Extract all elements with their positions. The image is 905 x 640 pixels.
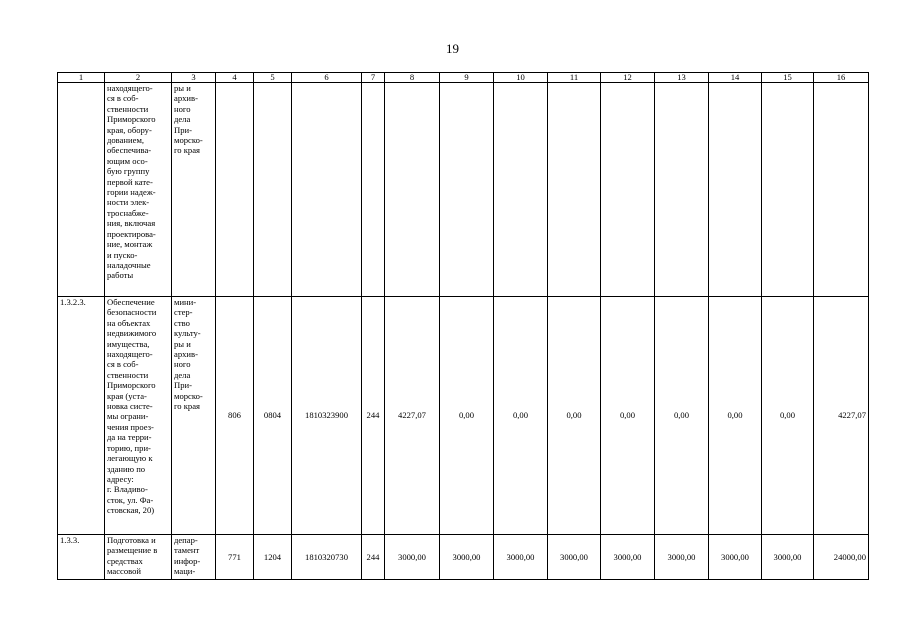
csr-code: 1810323900: [292, 297, 362, 535]
grbs-code: 806: [216, 297, 254, 535]
value-cell: 0,00: [601, 297, 655, 535]
value-cell: 0,00: [494, 297, 548, 535]
header-cell: 3: [172, 73, 216, 83]
item-number: 1.3.3.: [58, 535, 105, 580]
value-cell: 3000,00: [655, 535, 709, 580]
value-cell: 4227,07: [385, 297, 440, 535]
item-number: [58, 83, 105, 297]
header-cell: 8: [385, 73, 440, 83]
vr-code: [362, 83, 385, 297]
item-name: находящего- ся в соб- ственности Приморского края, обору- дованием, обеспечива- ющим осо- бую группу первой кате- гории надеж- ности элек- троснабже- ния, включая проектирова- ние, монтаж и пуско- наладочные работы: [105, 83, 172, 297]
rzpr-code: [254, 83, 292, 297]
value-cell: [494, 83, 548, 297]
value-cell: 3000,00: [601, 535, 655, 580]
value-cell: [709, 83, 762, 297]
value-cell: [385, 83, 440, 297]
table-row: [58, 83, 869, 297]
budget-table: [57, 72, 869, 580]
total-cell: 24000,00: [814, 535, 869, 580]
value-cell: [548, 83, 601, 297]
header-cell: 12: [601, 73, 655, 83]
value-cell: 0,00: [440, 297, 494, 535]
header-cell: 4: [216, 73, 254, 83]
value-cell: 0,00: [548, 297, 601, 535]
header-cell: 1: [58, 73, 105, 83]
executor: депар- тамент инфор- маци-: [172, 535, 216, 580]
header-cell: 2: [105, 73, 172, 83]
rzpr-code: 0804: [254, 297, 292, 535]
grbs-code: [216, 83, 254, 297]
value-cell: [655, 83, 709, 297]
rzpr-code: 1204: [254, 535, 292, 580]
item-name: Подготовка и размещение в средствах массовой: [105, 535, 172, 580]
vr-code: 244: [362, 535, 385, 580]
executor: мини- стер- ство культу- ры и архив- ного дела При- морско- го края: [172, 297, 216, 535]
item-name: Обеспечение безопасности на объектах недвижимого имущества, находящего- ся в соб- ственности Приморского края (уста- новка систе- мы ограни- чения проез- да на терри- торию, при- легающую к зданию по адресу: г. Владиво- сток, ул. Фа- стовская, 20): [105, 297, 172, 535]
csr-code: [292, 83, 362, 297]
item-number: 1.3.2.3.: [58, 297, 105, 535]
header-cell: 16: [814, 73, 869, 83]
header-row: [58, 73, 869, 83]
grbs-code: 771: [216, 535, 254, 580]
value-cell: 3000,00: [385, 535, 440, 580]
total-cell: 4227,07: [814, 297, 869, 535]
value-cell: 3000,00: [494, 535, 548, 580]
value-cell: 3000,00: [548, 535, 601, 580]
vr-code: 244: [362, 297, 385, 535]
value-cell: [762, 83, 814, 297]
page-number: 19: [446, 41, 459, 56]
table-row: [58, 297, 869, 535]
header-cell: 7: [362, 73, 385, 83]
header-cell: 5: [254, 73, 292, 83]
value-cell: [601, 83, 655, 297]
value-cell: 3000,00: [440, 535, 494, 580]
header-cell: 13: [655, 73, 709, 83]
value-cell: 3000,00: [762, 535, 814, 580]
header-cell: 6: [292, 73, 362, 83]
header-cell: 9: [440, 73, 494, 83]
value-cell: [440, 83, 494, 297]
total-cell: [814, 83, 869, 297]
header-cell: 15: [762, 73, 814, 83]
table-row: [58, 535, 869, 580]
value-cell: 0,00: [655, 297, 709, 535]
header-cell: 11: [548, 73, 601, 83]
value-cell: 0,00: [762, 297, 814, 535]
executor: ры и архив- ного дела При- морско- го края: [172, 83, 216, 297]
header-cell: 10: [494, 73, 548, 83]
csr-code: 1810320730: [292, 535, 362, 580]
value-cell: 3000,00: [709, 535, 762, 580]
header-cell: 14: [709, 73, 762, 83]
value-cell: 0,00: [709, 297, 762, 535]
